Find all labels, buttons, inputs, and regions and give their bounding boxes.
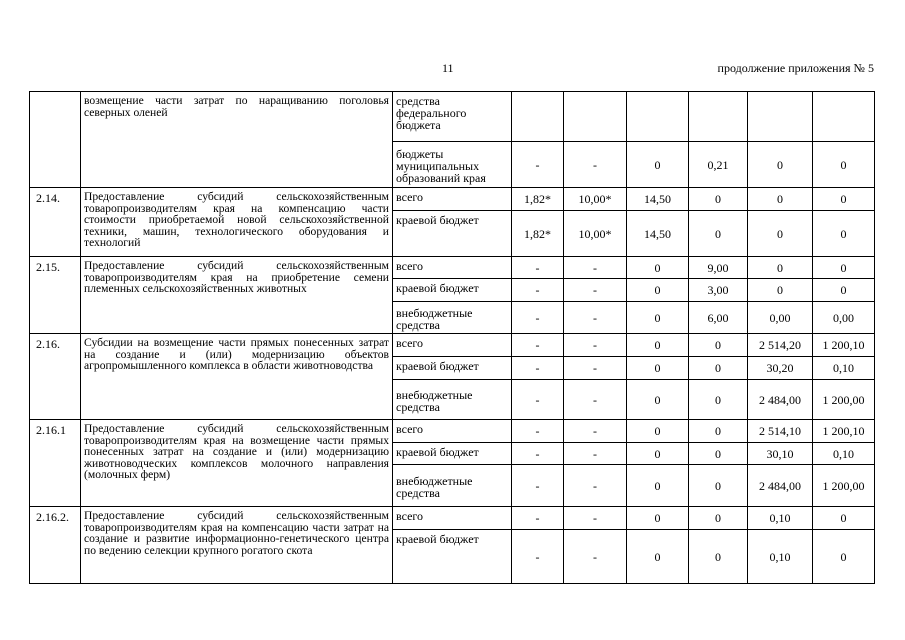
value-cell: 1 200,00 xyxy=(813,465,875,507)
value-cell: - xyxy=(512,443,564,465)
value-cell: 0 xyxy=(813,257,875,279)
value-cell: 0 xyxy=(689,530,748,584)
value-cell: 0 xyxy=(627,443,689,465)
value-cell: 0,00 xyxy=(748,302,813,334)
value-cell: 0 xyxy=(627,530,689,584)
value-cell: 0,10 xyxy=(813,443,875,465)
value-cell: 0 xyxy=(627,380,689,420)
value-cell: 0 xyxy=(689,507,748,530)
value-cell: 0,21 xyxy=(689,142,748,188)
value-cell: 10,00* xyxy=(564,188,627,211)
funding-source: краевой бюджет xyxy=(393,211,512,257)
value-cell: 0 xyxy=(813,188,875,211)
value-cell: 6,00 xyxy=(689,302,748,334)
table-row xyxy=(30,257,875,279)
value-cell: - xyxy=(512,302,564,334)
value-cell: 0 xyxy=(627,279,689,302)
item-number: 2.16.2. xyxy=(30,507,81,584)
value-cell: 0,00 xyxy=(813,302,875,334)
value-cell: - xyxy=(512,530,564,584)
value-cell: - xyxy=(564,279,627,302)
funding-source: всего xyxy=(393,420,512,443)
value-cell: 1 200,10 xyxy=(813,420,875,443)
value-cell: - xyxy=(512,142,564,188)
value-cell: 0,10 xyxy=(748,507,813,530)
value-cell: - xyxy=(512,257,564,279)
value-cell: 0 xyxy=(689,465,748,507)
funding-source: всего xyxy=(393,507,512,530)
value-cell: 0 xyxy=(748,279,813,302)
value-cell: 0 xyxy=(813,142,875,188)
funding-source: краевой бюджет xyxy=(393,357,512,380)
value-cell xyxy=(627,92,689,142)
item-number: 2.14. xyxy=(30,188,81,257)
value-cell: 30,20 xyxy=(748,357,813,380)
value-cell: 0 xyxy=(813,530,875,584)
item-number xyxy=(30,92,81,188)
value-cell: - xyxy=(564,465,627,507)
funding-source: краевой бюджет xyxy=(393,530,512,584)
budget-table xyxy=(29,91,875,584)
value-cell: - xyxy=(564,443,627,465)
funding-source: внебюджетные средства xyxy=(393,465,512,507)
value-cell: 0 xyxy=(689,188,748,211)
item-description: Предоставление субсидий сельскохозяйственным товаропроизводителям края на компенсацию части стоимости приобретаемой новой сельскохозяйственной техники, машин, технологического оборудования и технологий xyxy=(81,188,393,257)
value-cell xyxy=(813,92,875,142)
value-cell: 0 xyxy=(627,465,689,507)
item-description: Предоставление субсидий сельскохозяйственным товаропроизводителям края на приобретение семени племенных сельскохозяйственных животных xyxy=(81,257,393,334)
table-row xyxy=(30,188,875,211)
value-cell: 1,82* xyxy=(512,188,564,211)
value-cell: 0 xyxy=(689,357,748,380)
value-cell: 3,00 xyxy=(689,279,748,302)
value-cell: 2 484,00 xyxy=(748,465,813,507)
value-cell: 0 xyxy=(748,211,813,257)
table-row xyxy=(30,334,875,357)
value-cell: 0 xyxy=(689,380,748,420)
value-cell: 30,10 xyxy=(748,443,813,465)
value-cell: - xyxy=(564,142,627,188)
value-cell: - xyxy=(564,302,627,334)
value-cell xyxy=(689,92,748,142)
value-cell: 0 xyxy=(689,334,748,357)
value-cell: 1 200,00 xyxy=(813,380,875,420)
value-cell: 0 xyxy=(627,257,689,279)
item-description: Субсидии на возмещение части прямых понесенных затрат на создание и (или) модернизацию объектов агропромышленного комплекса в области животноводства xyxy=(81,334,393,420)
value-cell: 0 xyxy=(748,142,813,188)
value-cell: - xyxy=(564,380,627,420)
value-cell xyxy=(748,92,813,142)
value-cell: 14,50 xyxy=(627,188,689,211)
value-cell: - xyxy=(564,257,627,279)
item-number: 2.16.1 xyxy=(30,420,81,507)
table-row xyxy=(30,507,875,530)
value-cell: 1,82* xyxy=(512,211,564,257)
value-cell: 2 514,10 xyxy=(748,420,813,443)
value-cell: - xyxy=(512,279,564,302)
value-cell: 2 484,00 xyxy=(748,380,813,420)
value-cell: 14,50 xyxy=(627,211,689,257)
value-cell: 0 xyxy=(813,211,875,257)
item-number: 2.15. xyxy=(30,257,81,334)
continuation-label: продолжение приложения № 5 xyxy=(717,61,874,75)
value-cell: - xyxy=(564,420,627,443)
value-cell: 0 xyxy=(627,142,689,188)
value-cell: - xyxy=(512,357,564,380)
value-cell: 0 xyxy=(627,420,689,443)
value-cell: - xyxy=(512,507,564,530)
value-cell: 0 xyxy=(627,334,689,357)
value-cell: 0,10 xyxy=(748,530,813,584)
value-cell xyxy=(512,92,564,142)
funding-source: всего xyxy=(393,334,512,357)
page-number: 11 xyxy=(442,61,454,75)
item-description: возмещение части затрат по наращиванию поголовья северных оленей xyxy=(81,92,393,188)
value-cell: 9,00 xyxy=(689,257,748,279)
item-number: 2.16. xyxy=(30,334,81,420)
value-cell: 0 xyxy=(627,357,689,380)
value-cell: 0 xyxy=(689,211,748,257)
value-cell: - xyxy=(512,420,564,443)
value-cell: 0 xyxy=(813,279,875,302)
value-cell: 0 xyxy=(627,507,689,530)
funding-source: внебюджетные средства xyxy=(393,380,512,420)
value-cell: - xyxy=(512,465,564,507)
value-cell: 1 200,10 xyxy=(813,334,875,357)
funding-source: всего xyxy=(393,257,512,279)
table-row xyxy=(30,420,875,443)
value-cell: - xyxy=(564,530,627,584)
funding-source: краевой бюджет xyxy=(393,443,512,465)
value-cell: 0 xyxy=(813,507,875,530)
value-cell: 2 514,20 xyxy=(748,334,813,357)
value-cell: 0 xyxy=(689,443,748,465)
value-cell: 0,10 xyxy=(813,357,875,380)
value-cell: 10,00* xyxy=(564,211,627,257)
value-cell: - xyxy=(512,380,564,420)
funding-source: бюджеты муниципальных образований края xyxy=(393,142,512,188)
value-cell: 0 xyxy=(748,188,813,211)
funding-source: средства федерального бюджета xyxy=(393,92,512,142)
funding-source: краевой бюджет xyxy=(393,279,512,302)
value-cell: - xyxy=(564,334,627,357)
value-cell xyxy=(564,92,627,142)
value-cell: 0 xyxy=(748,257,813,279)
funding-source: всего xyxy=(393,188,512,211)
value-cell: - xyxy=(512,334,564,357)
item-description: Предоставление субсидий сельскохозяйственным товаропроизводителям края на компенсацию части затрат на создание и развитие информационно-генетического центра по ведению селекции крупного рогатого скота xyxy=(81,507,393,584)
value-cell: - xyxy=(564,507,627,530)
table-row xyxy=(30,92,875,142)
value-cell: 0 xyxy=(689,420,748,443)
table-body xyxy=(30,92,875,584)
item-description: Предоставление субсидий сельскохозяйственным товаропроизводителям края на возмещение части прямых понесенных затрат на создание и (или) модернизацию животноводческих комплексов молочного направления (молочных ферм) xyxy=(81,420,393,507)
value-cell: 0 xyxy=(627,302,689,334)
funding-source: внебюджетные средства xyxy=(393,302,512,334)
value-cell: - xyxy=(564,357,627,380)
